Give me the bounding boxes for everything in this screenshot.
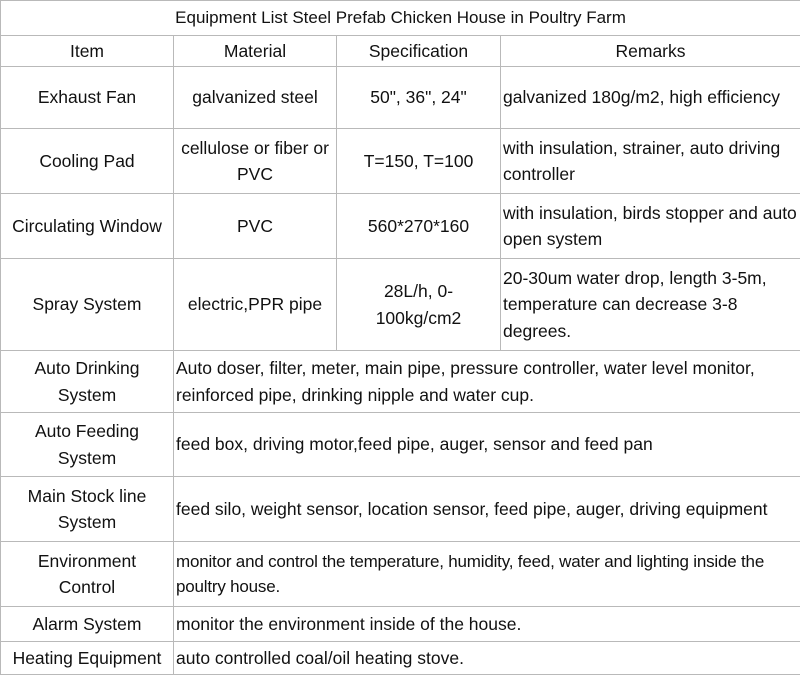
cell-item: Auto Drinking System (1, 351, 174, 413)
header-remarks: Remarks (501, 36, 800, 67)
cell-description: feed silo, weight sensor, location sensor, feed pipe, auger, driving equipment (174, 477, 800, 542)
cell-item: Environment Control (1, 542, 174, 607)
table-row (1, 259, 800, 351)
cell-remarks: 20-30um water drop, length 3-5m, temperature can decrease 3-8 degrees. (501, 259, 800, 351)
header-item: Item (1, 36, 174, 67)
cell-remarks: galvanized 180g/m2, high efficiency (501, 67, 800, 129)
table-row (1, 194, 800, 259)
table-row (1, 351, 800, 413)
cell-material: cellulose or fiber or PVC (174, 129, 337, 194)
cell-description: monitor the environment inside of the house. (174, 607, 800, 642)
cell-item: Main Stock line System (1, 477, 174, 542)
cell-description: Auto doser, filter, meter, main pipe, pressure controller, water level monitor, reinforced pipe, drinking nipple and water cup. (174, 351, 800, 413)
table-row (1, 413, 800, 477)
cell-item: Cooling Pad (1, 129, 174, 194)
table-row (1, 642, 800, 675)
header-row (1, 36, 800, 67)
cell-item: Circulating Window (1, 194, 174, 259)
cell-remarks: with insulation, strainer, auto driving controller (501, 129, 800, 194)
cell-material: PVC (174, 194, 337, 259)
cell-item: Exhaust Fan (1, 67, 174, 129)
table-row (1, 477, 800, 542)
cell-specification: 28L/h, 0-100kg/cm2 (337, 259, 501, 351)
cell-specification: 560*270*160 (337, 194, 501, 259)
cell-material: galvanized steel (174, 67, 337, 129)
table-row (1, 542, 800, 607)
cell-specification: T=150, T=100 (337, 129, 501, 194)
cell-item: Spray System (1, 259, 174, 351)
cell-material: electric,PPR pipe (174, 259, 337, 351)
title-row (1, 1, 800, 36)
cell-specification: 50", 36", 24" (337, 67, 501, 129)
cell-item: Alarm System (1, 607, 174, 642)
header-specification: Specification (337, 36, 501, 67)
cell-remarks: with insulation, birds stopper and auto open system (501, 194, 800, 259)
cell-item: Auto Feeding System (1, 413, 174, 477)
table-row (1, 607, 800, 642)
table-row (1, 129, 800, 194)
table-row (1, 67, 800, 129)
table-title: Equipment List Steel Prefab Chicken House in Poultry Farm (1, 1, 800, 36)
cell-description: auto controlled coal/oil heating stove. (174, 642, 800, 675)
cell-description: monitor and control the temperature, humidity, feed, water and lighting inside the poultry house. (174, 542, 800, 607)
cell-description: feed box, driving motor,feed pipe, auger, sensor and feed pan (174, 413, 800, 477)
cell-item: Heating Equipment (1, 642, 174, 675)
header-material: Material (174, 36, 337, 67)
